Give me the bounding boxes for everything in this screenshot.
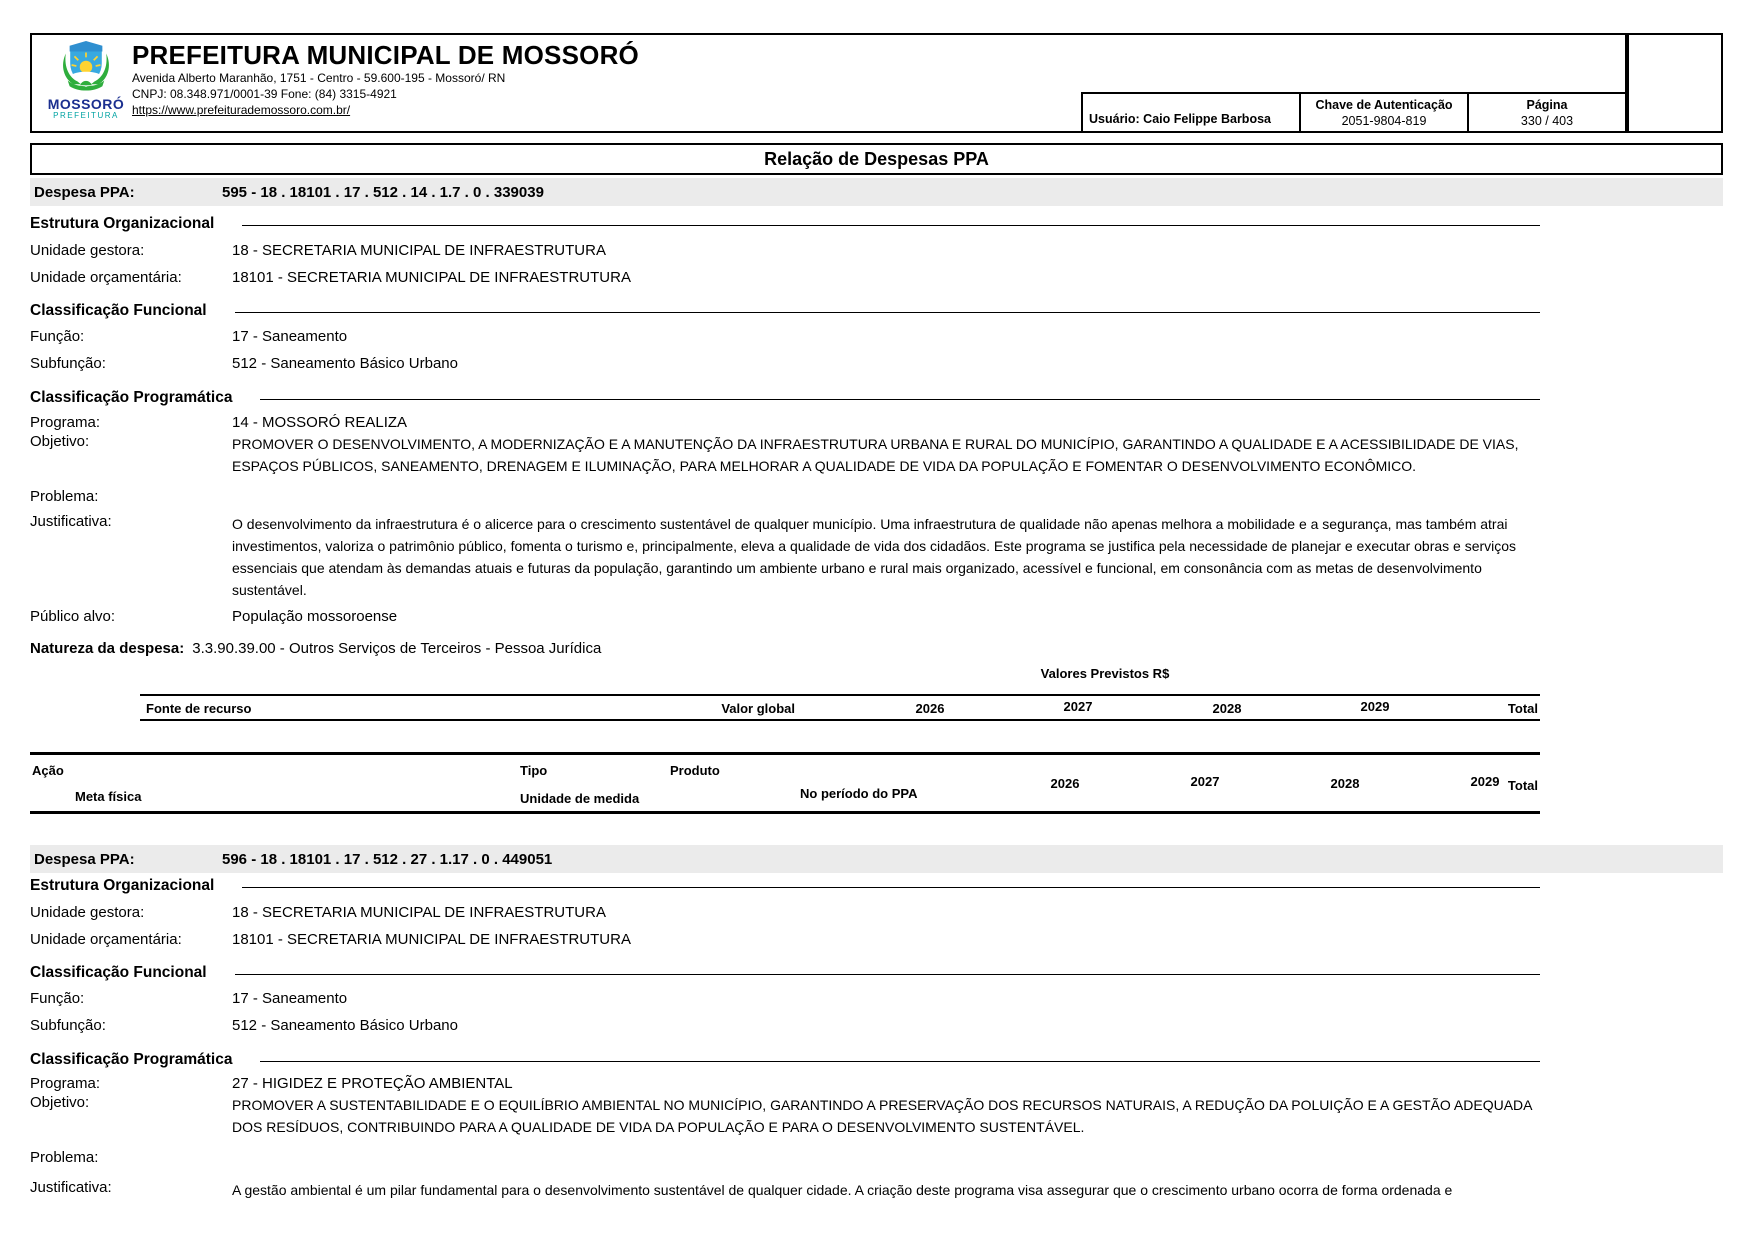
unidade-orcamentaria-row [30,269,1540,287]
funcao-row [30,990,1540,1008]
field-value: 18 - SECRETARIA MUNICIPAL DE INFRAESTRUTURA [232,904,606,921]
despesa-ppa-code: 596 - 18 . 18101 . 17 . 512 . 27 . 1.17 . 0 . 449051 [222,850,553,868]
justificativa-row [30,1179,1560,1201]
logo-city-name: MOSSORÓ [47,96,125,112]
col-meta-fisica: Meta física [75,789,142,804]
section-rule [242,887,1540,888]
col-year-2026: 2026 [1050,776,1080,791]
despesa-ppa-code: 595 - 18 . 18101 . 17 . 512 . 14 . 1.7 . 0 . 339039 [222,183,544,201]
despesa-ppa-label: Despesa PPA: [34,183,135,201]
col-tipo: Tipo [520,763,548,778]
unidade-gestora-row [30,242,1540,260]
section-estrutura-organizacional [30,214,1540,234]
unidade-gestora-row [30,904,1540,922]
page-label: Página [1526,97,1568,112]
org-cnpj-phone: CNPJ: 08.348.971/0001-39 Fone: (84) 3315-4921 [132,87,397,101]
header-corner-box [1627,33,1723,133]
user-cell: Usuário: Caio Felippe Barbosa [1081,92,1301,133]
field-value: 3.3.90.39.00 - Outros Serviços de Terceiros - Pessoa Jurídica [192,640,602,657]
fonte-recurso-table-header [140,694,1540,721]
field-label: Objetivo: [30,433,90,450]
field-value: 14 - MOSSORÓ REALIZA [232,414,408,431]
field-label: Função: [30,990,85,1007]
field-label: Justificativa: [30,513,112,530]
auth-key-label: Chave de Autenticação [1315,97,1453,112]
field-label: Unidade gestora: [30,242,145,259]
section-classificacao-programatica [30,1050,1540,1070]
section-rule [260,399,1540,400]
col-fonte-de-recurso: Fonte de recurso [146,701,252,716]
crest-icon [57,40,115,92]
field-label: Justificativa: [30,1179,112,1196]
unidade-orcamentaria-row [30,931,1540,949]
field-label: Subfunção: [30,355,106,372]
justificativa-row [30,513,1540,601]
section-title: Classificação Funcional [30,964,207,981]
col-no-periodo-do-ppa: No período do PPA [800,786,918,801]
section-rule [235,312,1540,313]
section-rule [260,1061,1540,1062]
section-classificacao-programatica [30,388,1540,408]
field-value [232,1149,1540,1167]
field-label: Público alvo: [30,608,116,625]
subfuncao-row [30,1017,1540,1035]
field-label: Unidade gestora: [30,904,145,921]
field-value: 27 - HIGIDEZ E PROTEÇÃO AMBIENTAL [232,1075,513,1092]
field-value: População mossoroense [232,608,398,625]
col-year-2028: 2028 [1212,701,1242,716]
field-label: Subfunção: [30,1017,106,1034]
section-classificacao-funcional [30,301,1540,321]
field-label: Função: [30,328,85,345]
auth-strip [1083,92,1627,133]
programa-row [30,414,1540,432]
despesa-entry-2 [30,876,1540,1201]
org-address: Avenida Alberto Maranhão, 1751 - Centro - 59.600-195 - Mossoró/ RN [132,71,506,85]
field-label: Unidade orçamentária: [30,269,182,286]
funcao-row [30,328,1540,346]
org-website-link[interactable]: https://www.prefeiturademossoro.com.br/ [132,103,351,117]
field-value: A gestão ambiental é um pilar fundamental para o desenvolvimento sustentável de qualquer cidade. A criação deste programa visa assegurar que o crescimento urbano ocorra de forma ordenada e [232,1182,1453,1198]
objetivo-row [30,1094,1540,1138]
col-valor-global: Valor global [721,701,795,716]
field-value: 512 - Saneamento Básico Urbano [232,1017,458,1034]
col-year-2027: 2027 [1190,774,1220,789]
field-value: PROMOVER A SUSTENTABILIDADE E O EQUILÍBRIO AMBIENTAL NO MUNICÍPIO, GARANTINDO A PRESERVAÇÃO DOS RECURSOS NATURAIS, A REDUÇÃO DA POLUIÇÃO E A GESTÃO ADEQUADA DOS RESÍDUOS, CONTRIBUINDO PARA A QUALIDADE DE VIDA DA POPULAÇÃO E PARA O DESENVOLVIMENTO SUSTENTÁVEL. [232,1097,1532,1135]
section-estrutura-organizacional [30,876,1540,896]
despesa-entry-1 [30,208,1540,814]
city-crest-logo [44,40,128,121]
section-rule [242,225,1540,226]
field-value: 18101 - SECRETARIA MUNICIPAL DE INFRAESTRUTURA [232,269,631,286]
section-title: Classificação Programática [30,389,233,406]
auth-key-cell [1299,92,1469,133]
objetivo-row [30,433,1540,477]
col-total: Total [1507,778,1538,793]
field-label: Programa: [30,414,101,431]
field-label: Programa: [30,1075,101,1092]
field-value: PROMOVER O DESENVOLVIMENTO, A MODERNIZAÇÃO E A MANUTENÇÃO DA INFRAESTRUTURA URBANA E RURAL DO MUNICÍPIO, GARANTINDO A QUALIDADE E A ACESSIBILIDADE DE VIAS, ESPAÇOS PÚBLICOS, SANEAMENTO, DRENAGEM E ILUMINAÇÃO, PARA MELHORAR A QUALIDADE DE VIDA DA POPULAÇÃO E FOMENTAR O DESENVOLVIMENTO ECONÔMICO. [232,436,1519,474]
programa-row [30,1075,1540,1093]
problema-row [30,488,1540,506]
valores-previstos-heading [30,666,1540,682]
field-value: 18101 - SECRETARIA MUNICIPAL DE INFRAESTRUTURA [232,931,631,948]
field-label: Problema: [30,488,99,505]
problema-row [30,1149,1540,1167]
section-title: Classificação Funcional [30,302,207,319]
section-title: Estrutura Organizacional [30,215,215,232]
field-value: 17 - Saneamento [232,990,348,1007]
page-cell [1467,92,1627,133]
subfuncao-row [30,355,1540,373]
auth-key-value: 2051-9804-819 [1341,113,1427,128]
field-value: 18 - SECRETARIA MUNICIPAL DE INFRAESTRUTURA [232,242,606,259]
col-acao: Ação [32,763,64,778]
valores-previstos-label: Valores Previstos R$ [1040,666,1170,681]
section-rule [235,974,1540,975]
col-year-2029: 2029 [1360,699,1390,714]
field-value [232,488,1540,506]
field-value: O desenvolvimento da infraestrutura é o alicerce para o crescimento sustentável de qualquer município. Uma infraestrutura de qualidade não apenas melhora a mobilidade e a segurança, mas também atrai investimentos, valoriza o patrimônio público, fomenta o turismo e, principalmente, eleva a qualidade de vida dos cidadãos. Este programa se justifica pela necessidade de planejar e executar obras e serviços essenciais que atendam às demandas atuais e futuras da população, garantindo um ambiente urbano e rural mais organizado, acessível e funcional, em consonância com as metas de desenvolvimento sustentável. [232,516,1517,598]
col-year-2028: 2028 [1330,776,1360,791]
field-value: 512 - Saneamento Básico Urbano [232,355,458,372]
page-number: 330 / 403 [1520,113,1574,128]
field-label: Natureza da despesa: [30,640,185,657]
natureza-despesa-row [30,640,1540,658]
field-value: 17 - Saneamento [232,328,348,345]
field-label: Objetivo: [30,1094,90,1111]
section-classificacao-funcional [30,963,1540,983]
col-unidade-de-medida: Unidade de medida [520,791,640,806]
field-label: Problema: [30,1149,99,1166]
despesa-ppa-band-2 [30,845,1723,873]
section-title: Classificação Programática [30,1051,233,1068]
logo-subtitle: PREFEITURA [53,111,119,120]
despesa-ppa-band-1 [30,178,1723,206]
org-name: PREFEITURA MUNICIPAL DE MOSSORÓ [132,40,639,70]
field-label: Unidade orçamentária: [30,931,182,948]
col-year-2026: 2026 [915,701,945,716]
acao-table-header [30,752,1540,814]
col-year-2029: 2029 [1470,774,1500,789]
section-title: Estrutura Organizacional [30,877,215,894]
header [30,33,1627,133]
col-year-2027: 2027 [1063,699,1093,714]
col-total: Total [1507,701,1538,716]
despesa-ppa-label: Despesa PPA: [34,850,135,868]
report-title: Relação de Despesas PPA [30,143,1723,175]
col-produto: Produto [670,763,720,778]
publico-alvo-row [30,608,1540,626]
